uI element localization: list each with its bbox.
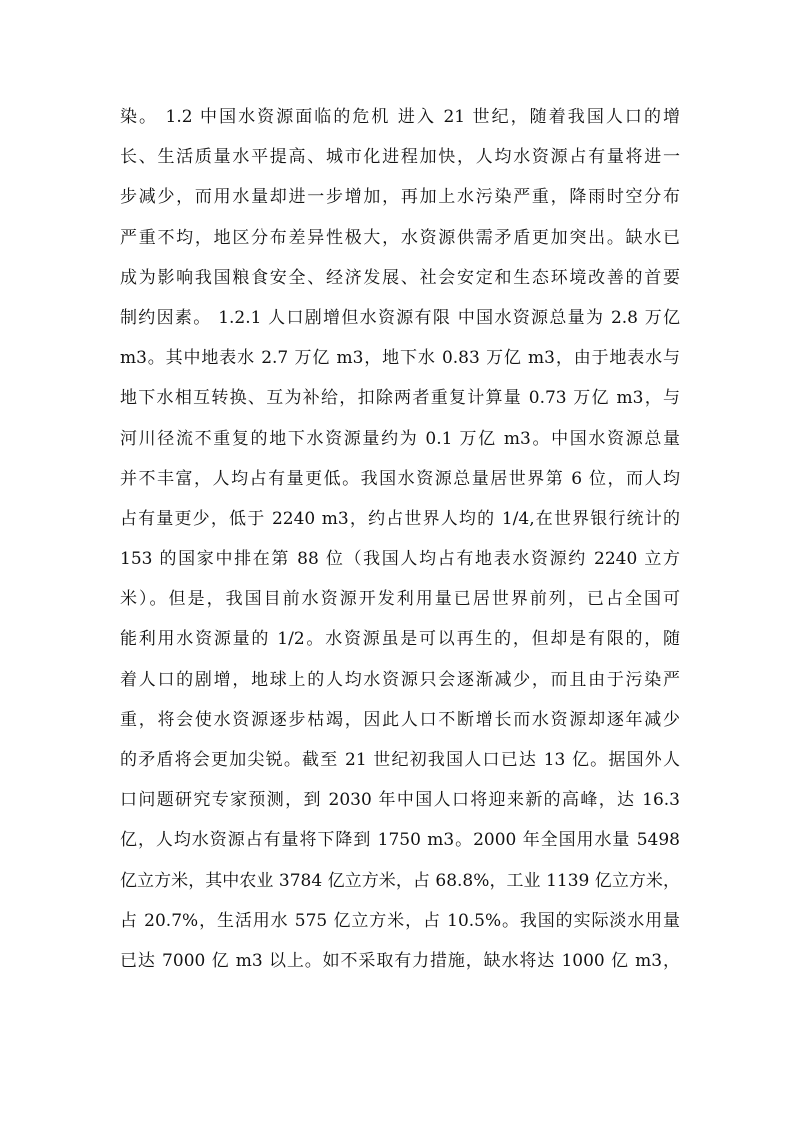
text-line-15: 着人口的剧增，地球上的人均水资源只会逐渐减少，而且由于污染严 <box>120 669 680 690</box>
text-line-2: 长、生活质量水平提高、城市化进程加快，人均水资源占有量将进一 <box>120 147 680 168</box>
text-line-14: 能利用水资源量的 1/2。水资源虽是可以再生的，但却是有限的，随 <box>120 629 680 650</box>
text-line-12: 153 的国家中排在第 88 位（我国人均占有地表水资源约 2240 立方 <box>120 549 680 570</box>
text-line-3: 步减少，而用水量却进一步增加，再加上水污染严重，降雨时空分布 <box>120 187 680 208</box>
text-line-21: 占 20.7%，生活用水 575 亿立方米，占 10.5%。我国的实际淡水用量 <box>120 910 680 931</box>
text-line-6: 制约因素。 1.2.1 人口剧增但水资源有限 中国水资源总量为 2.8 万亿 <box>120 307 680 328</box>
text-line-10: 并不丰富，人均占有量更低。我国水资源总量居世界第 6 位，而人均 <box>120 468 680 489</box>
text-line-4: 严重不均，地区分布差异性极大，水资源供需矛盾更加突出。缺水已 <box>120 227 680 248</box>
text-line-18: 口问题研究专家预测，到 2030 年中国人口将迎来新的高峰，达 16.3 <box>120 790 680 811</box>
text-line-13: 米）。但是，我国目前水资源开发利用量已居世界前列，已占全国可 <box>120 589 680 610</box>
text-line-7: m3。其中地表水 2.7 万亿 m3，地下水 0.83 万亿 m3，由于地表水与 <box>120 348 680 369</box>
text-line-9: 河川径流不重复的地下水资源量约为 0.1 万亿 m3。中国水资源总量 <box>120 428 680 449</box>
text-line-1: 染。 1.2 中国水资源面临的危机 进入 21 世纪，随着我国人口的增 <box>120 107 680 127</box>
text-line-22: 已达 7000 亿 m3 以上。如不采取有力措施，缺水将达 1000 亿 m3， <box>120 950 680 971</box>
text-line-8: 地下水相互转换、互为补给，扣除两者重复计算量 0.73 万亿 m3，与 <box>120 388 680 409</box>
body-text <box>120 97 680 981</box>
text-line-11: 占有量更少，低于 2240 m3，约占世界人均的 1/4,在世界银行统计的 <box>120 508 680 529</box>
text-line-19: 亿，人均水资源占有量将下降到 1750 m3。2000 年全国用水量 5498 <box>120 830 680 851</box>
text-line-20: 亿立方米，其中农业 3784 亿立方米，占 68.8%，工业 1139 亿立方米， <box>120 870 680 891</box>
text-line-17: 的矛盾将会更加尖锐。截至 21 世纪初我国人口已达 13 亿。据国外人 <box>120 750 680 770</box>
text-line-16: 重，将会使水资源逐步枯竭，因此人口不断增长而水资源却逐年减少 <box>120 709 680 730</box>
text-line-5: 成为影响我国粮食安全、经济发展、社会安定和生态环境改善的首要 <box>120 267 680 288</box>
